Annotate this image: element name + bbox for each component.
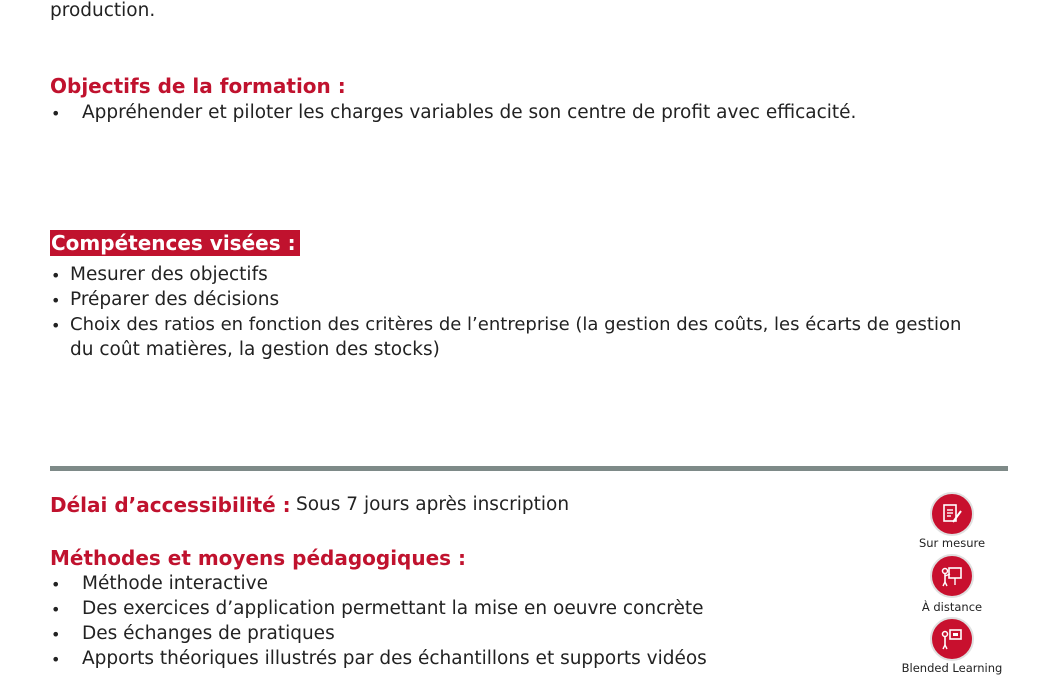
a-distance-badge — [930, 554, 974, 598]
competences-heading: Compétences visées : — [50, 230, 300, 256]
delai-value: Sous 7 jours après inscription — [296, 494, 570, 515]
person-screen-icon — [930, 617, 974, 661]
methodes-item: Des exercices d’application permettant la mise en oeuvre concrète — [82, 598, 704, 619]
delai-label: Délai d’accessibilité : — [50, 493, 291, 517]
bullet-icon: • — [51, 316, 61, 335]
document-pen-icon — [930, 492, 974, 536]
methodes-item: Des échanges de pratiques — [82, 623, 335, 644]
sur-mesure-badge — [930, 492, 974, 536]
sur-mesure-label: Sur mesure — [918, 536, 986, 550]
bullet-icon: • — [51, 266, 61, 285]
competences-item: Mesurer des objectifs — [70, 264, 268, 285]
competences-item-continuation: du coût matières, la gestion des stocks) — [70, 339, 440, 360]
a-distance-label: À distance — [921, 600, 983, 614]
methodes-heading: Méthodes et moyens pédagogiques : — [50, 546, 467, 570]
objectifs-heading: Objectifs de la formation : — [50, 74, 346, 98]
bullet-icon: • — [51, 291, 61, 310]
bullet-icon: • — [51, 575, 61, 594]
methodes-item: Méthode interactive — [82, 573, 268, 594]
competences-item: Choix des ratios en fonction des critères de l’entreprise (la gestion des coûts, les écarts de gestion — [70, 314, 962, 335]
methodes-item: Apports théoriques illustrés par des échantillons et supports vidéos — [82, 648, 707, 669]
bullet-icon: • — [51, 600, 61, 619]
blended-learning-badge — [930, 617, 974, 661]
bullet-icon: • — [51, 104, 61, 123]
blended-learning-label: Blended Learning — [901, 661, 1003, 675]
presenter-board-icon — [930, 554, 974, 598]
intro-tail-text: production. — [50, 0, 156, 21]
objectifs-item: Appréhender et piloter les charges variables de son centre de profit avec efficacité. — [82, 102, 857, 123]
bullet-icon: • — [51, 650, 61, 669]
bullet-icon: • — [51, 625, 61, 644]
competences-item: Préparer des décisions — [70, 289, 280, 310]
section-divider — [50, 466, 1008, 471]
